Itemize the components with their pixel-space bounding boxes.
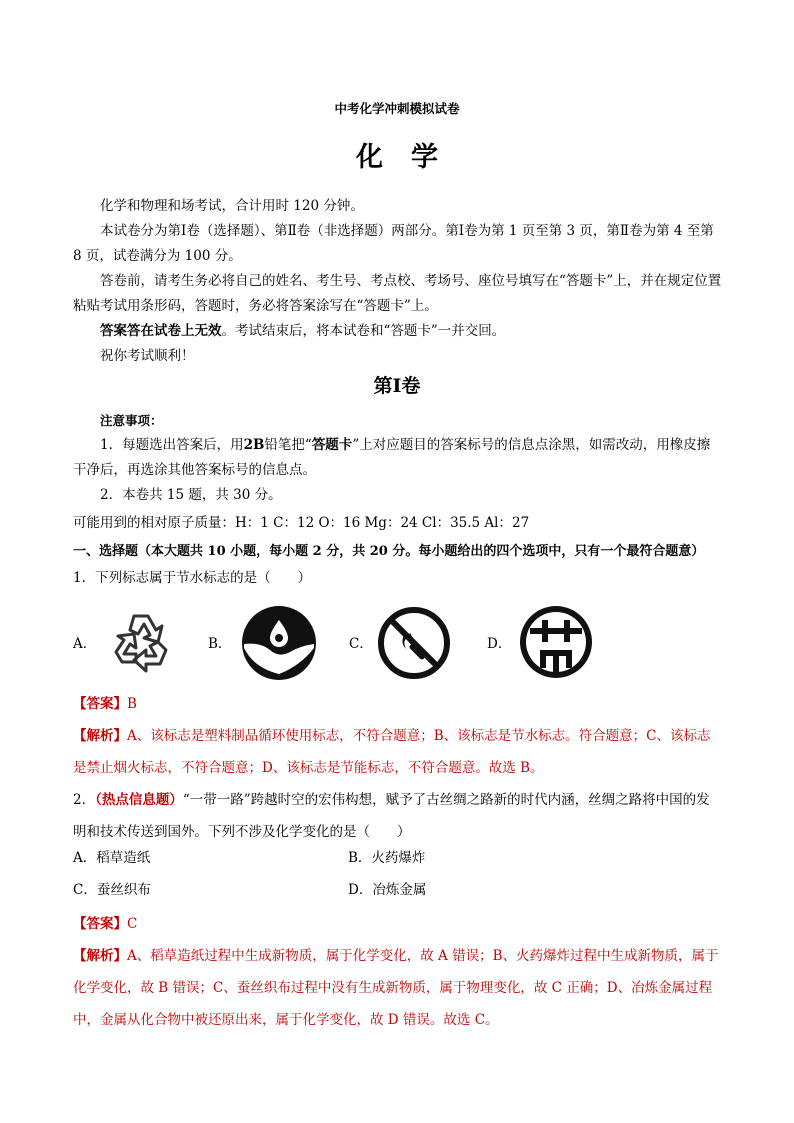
intro — [73, 194, 723, 369]
intro-p4-bold: 答案答在试卷上无效 — [100, 323, 222, 339]
intro-p3: 答卷前，请考生务必将自己的姓名、考生号、考点校、考场号、座位号填写在“答题卡”上，并在规定位置粘贴考试用条形码，答题时，务必将答案涂写在“答题卡”上。 — [73, 273, 722, 314]
recycle-icon — [104, 606, 178, 680]
no-fire-icon — [378, 607, 450, 679]
q2-answer-block — [73, 908, 723, 1036]
notes — [73, 408, 723, 591]
q1-option-a-label: A． — [73, 636, 97, 652]
q2-option-b: B．火药爆炸 — [348, 850, 426, 866]
q1-stem: 1．下列标志属于节水标志的是（ ） — [73, 570, 312, 586]
exam-subtitle: 中考化学冲刺模拟试卷 — [334, 101, 460, 116]
q2-stem-text: “一带一路”跨越时空的宏伟构想，赋予了古丝绸之路新的时代内涵，丝绸之路将中国的发明和技术传送到国外。下列不涉及化学变化的是（ ） — [73, 792, 710, 840]
note-2: 2．本卷共 15 题，共 30 分。 — [100, 487, 282, 503]
q1-analysis-text: A、该标志是塑料制品循环使用标志，不符合题意；B、该标志是节水标志。符合题意；C、该标志是禁止烟火标志，不符合题意；D、该标志是节能标志，不符合题意。故选 B。 — [73, 728, 711, 776]
intro-p1: 化学和物理和场考试，合计用时 120 分钟。 — [100, 198, 364, 214]
q2-analysis-tag: 【解析】 — [73, 948, 127, 964]
water-saving-icon — [240, 604, 318, 682]
q2-option-a: A．稻草造纸 — [73, 850, 151, 866]
q2-analysis — [73, 940, 723, 1036]
section-1-title: 一、选择题（本大题共 10 小题，每小题 2 分，共 20 分。每小题给出的四个选项中，只有一个最符合题意） — [73, 544, 705, 559]
volume-title: 第Ⅰ卷 — [373, 375, 421, 397]
q1-analysis-tag: 【解析】 — [73, 728, 127, 744]
intro-p2: 本试卷分为第Ⅰ卷（选择题）、第Ⅱ卷（非选择题）两部分。第Ⅰ卷为第 1 页至第 3 页，第Ⅱ卷为第 4 至第 8 页，试卷满分为 100 分。 — [73, 223, 714, 264]
q1-option-d-label: D． — [487, 636, 512, 652]
note-1-b: 2B — [243, 437, 265, 453]
atomic-masses: 可能用到的相对原子质量：H：1 C：12 O：16 Mg：24 Cl：35.5 Al：27 — [73, 515, 530, 531]
q2-stem — [73, 784, 723, 848]
exam-title: 化学 — [356, 142, 466, 173]
q2-option-d: D．冶炼金属 — [348, 882, 427, 898]
q2-number: 2． — [73, 792, 96, 808]
q1-option-c-label: C． — [349, 636, 373, 652]
intro-p4-rest: 。考试结束后，将本试卷和“答题卡”一并交回。 — [221, 323, 506, 339]
intro-p4 — [73, 319, 723, 344]
q1-analysis — [73, 720, 723, 784]
note-1-a: 1．每题选出答案后，用 — [100, 437, 244, 453]
q2-answer-tag: 【答案】 — [73, 916, 127, 932]
q2-option-c: C．蚕丝织布 — [73, 882, 151, 898]
q2-analysis-text: A、稻草造纸过程中生成新物质，属于化学变化，故 A 错误；B、火药爆炸过程中生成新物质，属于化学变化，故 B 错误；C、蚕丝织布过程中没有生成新物质，属于物理变化，故 C 正确；D、冶炼金属过程中，金属从化合物中被还原出来，属于化学变化，故 D 错误。故选 C。 — [73, 948, 719, 1028]
energy-saving-icon — [518, 604, 594, 680]
note-1-e: ”上对应题目的答案标号的信息点涂黑，如需改动，用橡皮擦干净后，再选涂其他答案标号的信息点。 — [73, 437, 711, 478]
q2-tag: （热点信息题） — [95, 792, 183, 808]
note-1-d: 答题卡 — [311, 437, 353, 453]
q1-answer-value: B — [127, 696, 137, 712]
intro-p5: 祝你考试顺利！ — [100, 348, 195, 364]
q2-answer-value: C — [127, 916, 138, 932]
note-1 — [73, 433, 723, 483]
q1-answer-block — [73, 688, 723, 784]
q1-answer-tag: 【答案】 — [73, 696, 127, 712]
notes-title: 注意事项： — [100, 413, 163, 428]
q1-option-b-label: B． — [208, 636, 232, 652]
note-1-c: 铅笔把“ — [264, 437, 312, 453]
q2-answer — [73, 908, 723, 940]
q1-answer — [73, 688, 723, 720]
